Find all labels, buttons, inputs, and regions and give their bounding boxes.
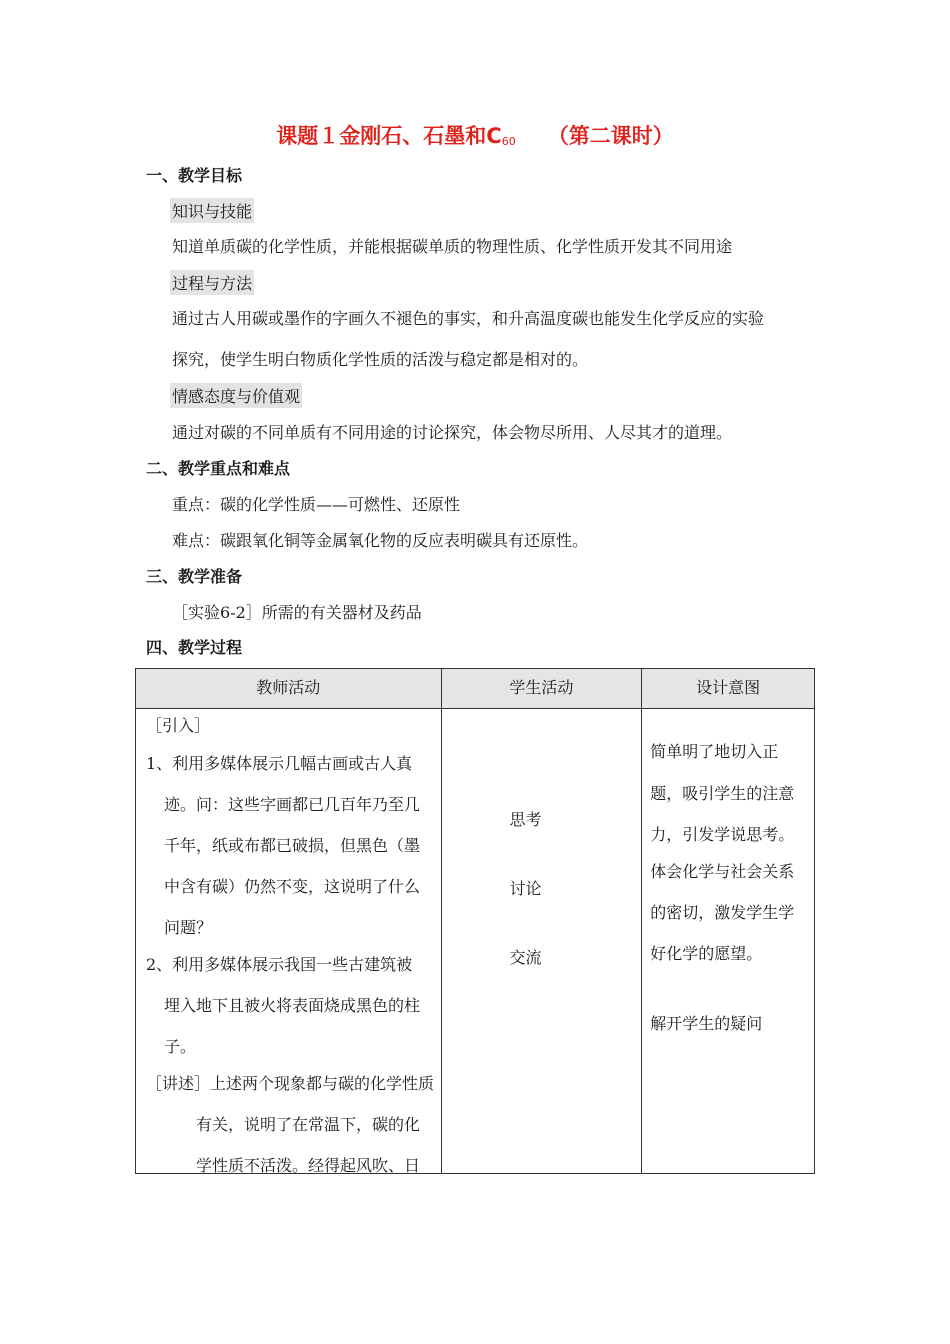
intent-line: 体会化学与社会关系 xyxy=(650,862,795,881)
cell-design-intent xyxy=(642,709,815,1174)
student-activity-item: 思考 xyxy=(509,810,542,829)
teacher-line: 学性质不活泼。经得起风吹、日 xyxy=(196,1156,421,1175)
student-activity-item: 交流 xyxy=(509,948,542,967)
title-subscript: 60 xyxy=(501,135,516,148)
text-emotion-values: 通过对碳的不同单质有不同用途的讨论探究，体会物尽所用、人尽其才的道理。 xyxy=(172,423,733,442)
intent-line: 简单明了地切入正 xyxy=(650,742,779,761)
text-key-point: 重点：碳的化学性质——可燃性、还原性 xyxy=(172,495,461,514)
page-title xyxy=(0,120,950,150)
table-row xyxy=(136,709,815,1174)
cell-student-activity xyxy=(441,709,642,1174)
student-activity-item: 讨论 xyxy=(509,879,542,898)
teacher-line: 千年，纸或布都已破损，但黑色（墨 xyxy=(164,836,421,855)
header-student-activity: 学生活动 xyxy=(441,669,642,709)
text-knowledge-skills: 知道单质碳的化学性质，并能根据碳单质的物理性质、化学性质开发其不同用途 xyxy=(172,237,733,256)
teacher-line: 有关，说明了在常温下，碳的化 xyxy=(196,1115,421,1134)
teacher-line: 中含有碳）仍然不变，这说明了什么 xyxy=(164,877,421,896)
teacher-line: 埋入地下且被火将表面烧成黑色的柱 xyxy=(164,996,421,1015)
text-process-methods-line1: 通过古人用碳或墨作的字画久不褪色的事实，和升高温度碳也能发生化学反应的实验 xyxy=(172,309,765,328)
heading-preparation: 三、教学准备 xyxy=(146,567,243,586)
intent-line: 解开学生的疑问 xyxy=(650,1014,763,1033)
label-emotion-values: 情感态度与价值观 xyxy=(170,383,302,408)
heading-key-points: 二、教学重点和难点 xyxy=(146,459,291,478)
title-main: 课题１金刚石、石墨和C xyxy=(276,124,502,148)
teacher-line: 问题？ xyxy=(164,918,213,937)
intent-line: 好化学的愿望。 xyxy=(650,944,763,963)
title-session: （第二课时） xyxy=(547,124,674,148)
intent-line: 力，引发学说思考。 xyxy=(650,825,795,844)
teaching-process-table xyxy=(135,668,815,1174)
teacher-line: ［讲述］上述两个现象都与碳的化学性质 xyxy=(146,1074,435,1093)
label-process-methods: 过程与方法 xyxy=(170,270,254,295)
table-header-row xyxy=(136,669,815,709)
text-difficult-point: 难点：碳跟氧化铜等金属氧化物的反应表明碳具有还原性。 xyxy=(172,531,589,550)
intent-line: 题，吸引学生的注意 xyxy=(650,784,795,803)
text-preparation: ［实验6-2］所需的有关器材及药品 xyxy=(172,603,422,622)
teacher-line: ［引入］ xyxy=(146,716,211,735)
cell-teacher-activity xyxy=(136,709,442,1174)
header-teacher-activity: 教师活动 xyxy=(136,669,442,709)
intent-line: 的密切，激发学生学 xyxy=(650,903,795,922)
text-process-methods-line2: 探究，使学生明白物质化学性质的活泼与稳定都是相对的。 xyxy=(172,350,589,369)
teacher-line: 1、利用多媒体展示几幅古画或古人真 xyxy=(146,754,413,773)
label-knowledge-skills: 知识与技能 xyxy=(170,198,254,223)
header-design-intent: 设计意图 xyxy=(642,669,815,709)
teacher-line: 迹。问：这些字画都已几百年乃至几 xyxy=(164,795,421,814)
teacher-line: 子。 xyxy=(164,1037,197,1056)
heading-teaching-process: 四、教学过程 xyxy=(146,638,243,657)
teacher-line: 2、利用多媒体展示我国一些古建筑被 xyxy=(146,955,413,974)
heading-teaching-objectives: 一、教学目标 xyxy=(146,166,243,185)
